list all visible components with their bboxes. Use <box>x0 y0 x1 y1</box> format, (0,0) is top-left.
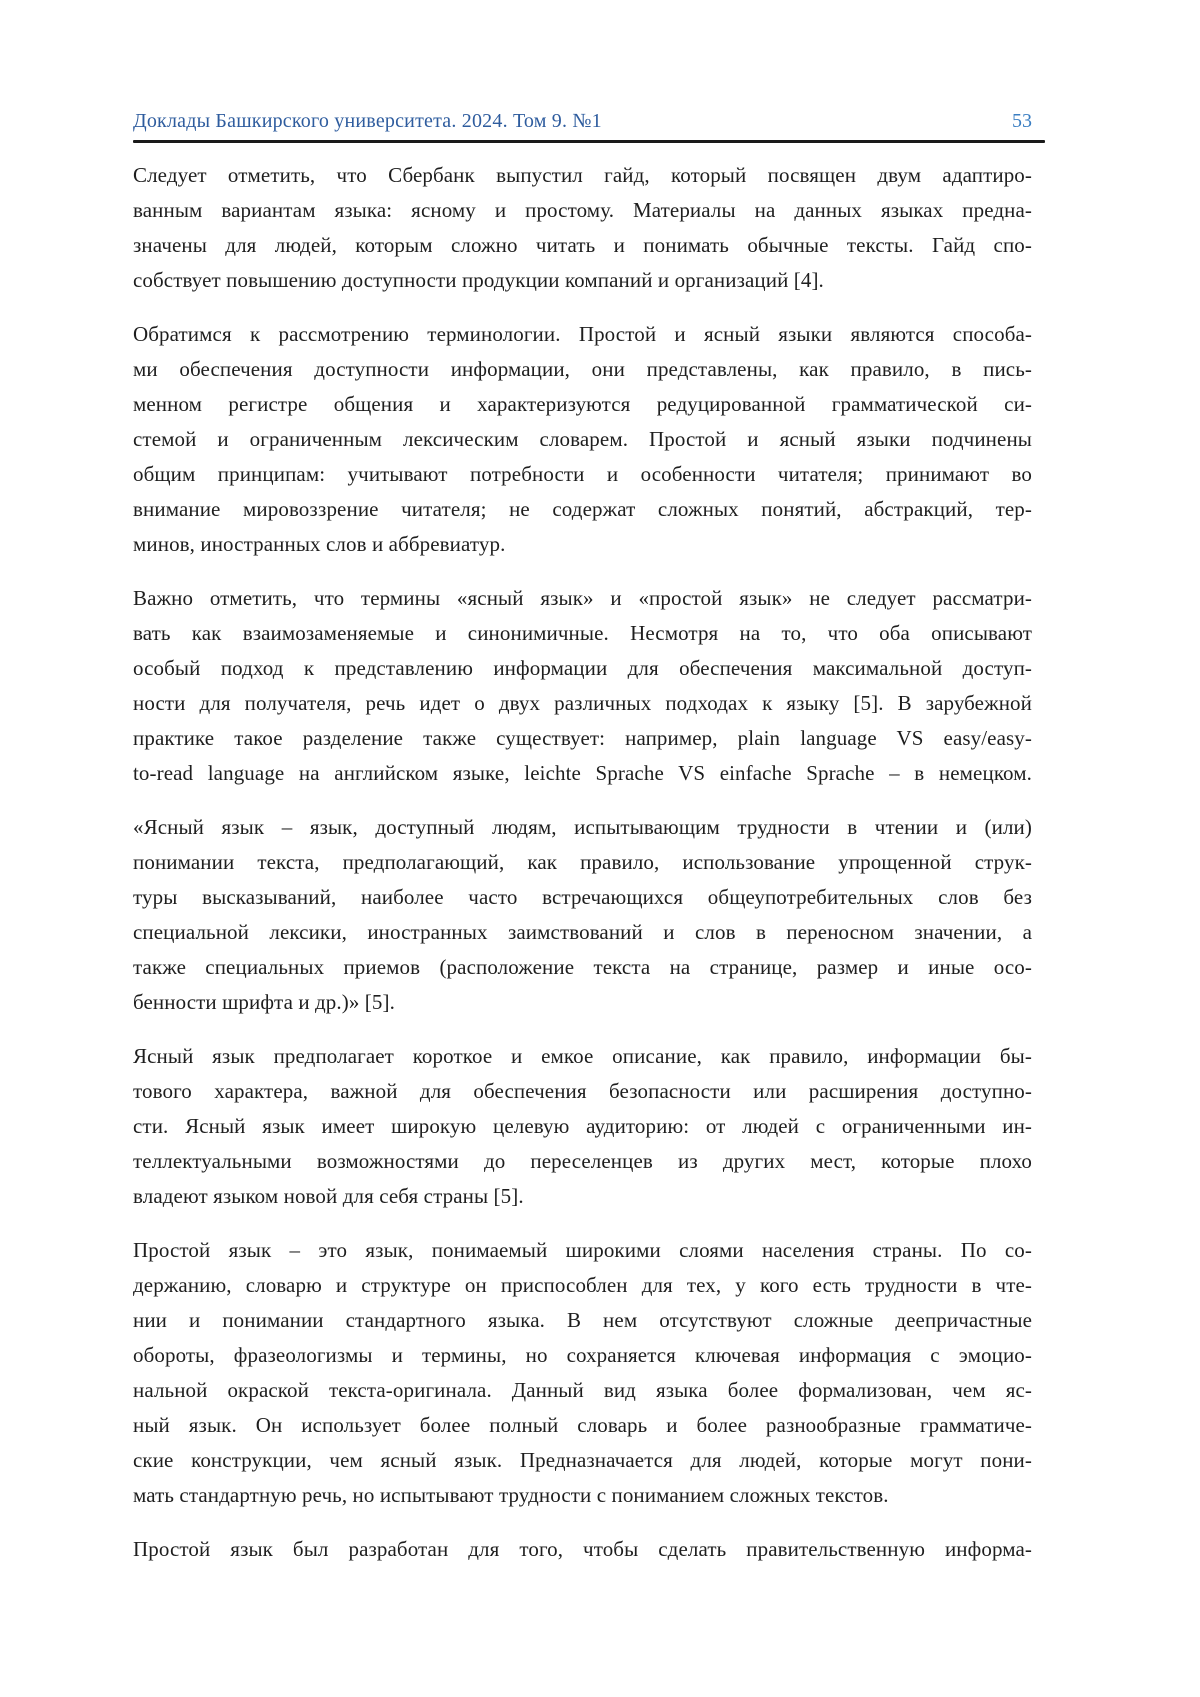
page-number: 53 <box>1012 110 1032 132</box>
text-line: держанию, словарю и структуре он приспособлен для тех, у кого есть трудности в чте- <box>133 1273 1032 1297</box>
journal-title: Доклады Башкирского университета. 2024. Том 9. №1 <box>133 110 602 132</box>
text-line: стемой и ограниченным лексическим словарем. Простой и ясный языки подчинены <box>133 427 1032 451</box>
header-rule <box>133 140 1045 143</box>
text-line: Важно отметить, что термины «ясный язык» и «простой язык» не следует рассматри- <box>133 586 1032 610</box>
paragraph <box>133 1532 1032 1567</box>
text-line: специальной лексики, иностранных заимствований и слов в переносном значении, а <box>133 920 1032 944</box>
article-body <box>133 158 1032 1586</box>
text-line: ности для получателя, речь идет о двух различных подходах к языку [5]. В зарубежной <box>133 691 1032 715</box>
text-line: тового характера, важной для обеспечения безопасности или расширения доступно- <box>133 1079 1032 1103</box>
text-line: Простой язык – это язык, понимаемый широкими слоями населения страны. По со- <box>133 1238 1032 1262</box>
paragraph <box>133 810 1032 1020</box>
text-line: сти. Ясный язык имеет широкую целевую аудиторию: от людей с ограниченными ин- <box>133 1114 1032 1138</box>
text-line: ми обеспечения доступности информации, они представлены, как правило, в пись- <box>133 357 1032 381</box>
paragraph <box>133 581 1032 791</box>
text-line: ный язык. Он использует более полный словарь и более разнообразные грамматиче- <box>133 1413 1032 1437</box>
text-line: бенности шрифта и др.)» [5]. <box>133 990 395 1014</box>
text-line: to-read language на английском языке, leichte Sprache VS einfache Sprache – в немецком. <box>133 761 1032 785</box>
text-line: собствует повышению доступности продукции компаний и организаций [4]. <box>133 268 824 292</box>
text-line: вать как взаимозаменяемые и синонимичные. Несмотря на то, что оба описывают <box>133 621 1032 645</box>
text-line: Следует отметить, что Сбербанк выпустил гайд, который посвящен двум адаптиро- <box>133 163 1032 187</box>
text-line: Ясный язык предполагает короткое и емкое описание, как правило, информации бы- <box>133 1044 1032 1068</box>
text-line: значены для людей, которым сложно читать и понимать обычные тексты. Гайд спо- <box>133 233 1032 257</box>
paragraph <box>133 1039 1032 1214</box>
text-line: менном регистре общения и характеризуются редуцированной грамматической си- <box>133 392 1032 416</box>
text-line: понимании текста, предполагающий, как правило, использование упрощенной струк- <box>133 850 1032 874</box>
paragraph <box>133 317 1032 562</box>
text-line: «Ясный язык – язык, доступный людям, испытывающим трудности в чтении и (или) <box>133 815 1032 839</box>
text-line: туры высказываний, наиболее часто встречающихся общеупотребительных слов без <box>133 885 1032 909</box>
text-line: Простой язык был разработан для того, чтобы сделать правительственную информа- <box>133 1537 1032 1561</box>
text-line: теллектуальными возможностями до переселенцев из других мест, которые плохо <box>133 1149 1032 1173</box>
text-line: Обратимся к рассмотрению терминологии. Простой и ясный языки являются способа- <box>133 322 1032 346</box>
text-line: ванным вариантам языка: ясному и простому. Материалы на данных языках предна- <box>133 198 1032 222</box>
text-line: практике такое разделение также существует: например, plain language VS easy/easy- <box>133 726 1032 750</box>
text-line: общим принципам: учитывают потребности и особенности читателя; принимают во <box>133 462 1032 486</box>
paragraph <box>133 158 1032 298</box>
text-line: также специальных приемов (расположение текста на странице, размер и иные осо- <box>133 955 1032 979</box>
text-line: обороты, фразеологизмы и термины, но сохраняется ключевая информация с эмоцио- <box>133 1343 1032 1367</box>
text-line: мать стандартную речь, но испытывают трудности с пониманием сложных текстов. <box>133 1483 889 1507</box>
paragraph <box>133 1233 1032 1513</box>
text-line: внимание мировоззрение читателя; не содержат сложных понятий, абстракций, тер- <box>133 497 1032 521</box>
text-line: владеют языком новой для себя страны [5]. <box>133 1184 524 1208</box>
text-line: нии и понимании стандартного языка. В нем отсутствуют сложные деепричастные <box>133 1308 1032 1332</box>
text-line: особый подход к представлению информации для обеспечения максимальной доступ- <box>133 656 1032 680</box>
text-line: минов, иностранных слов и аббревиатур. <box>133 532 506 556</box>
running-header <box>133 108 1032 134</box>
text-line: нальной окраской текста-оригинала. Данный вид языка более формализован, чем яс- <box>133 1378 1032 1402</box>
text-line: ские конструкции, чем ясный язык. Предназначается для людей, которые могут пони- <box>133 1448 1032 1472</box>
